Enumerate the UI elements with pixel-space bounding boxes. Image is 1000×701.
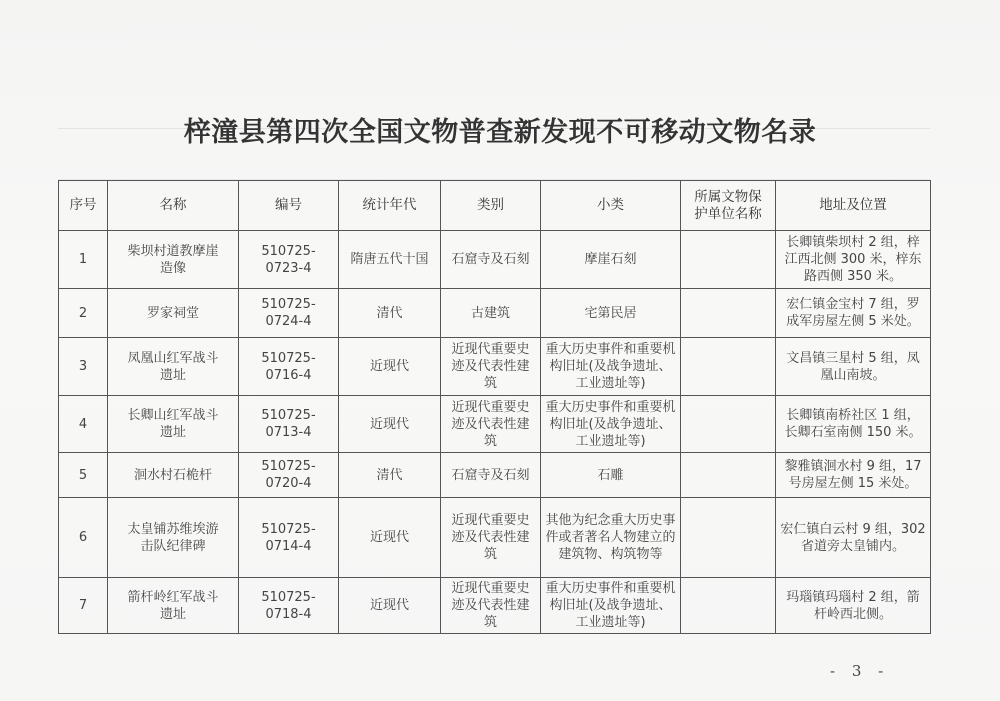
cell-code: 510725-0720-4 xyxy=(239,453,339,498)
cell-seq: 5 xyxy=(59,453,108,498)
cell-code: 510725-0723-4 xyxy=(239,231,339,289)
cell-name: 洄水村石桅杆 xyxy=(108,453,239,498)
table-row xyxy=(59,289,931,338)
cell-era: 清代 xyxy=(339,289,441,338)
cell-address: 长卿镇南桥社区 1 组，长卿石室南侧 150 米。 xyxy=(776,396,931,453)
cell-subcategory: 石雕 xyxy=(541,453,681,498)
header-category: 类别 xyxy=(441,181,541,231)
cell-name: 凤凰山红军战斗遗址 xyxy=(108,338,239,396)
cell-name: 罗家祠堂 xyxy=(108,289,239,338)
cell-seq: 7 xyxy=(59,578,108,634)
table-row xyxy=(59,498,931,578)
header-protection-unit: 所属文物保护单位名称 xyxy=(681,181,776,231)
table-row xyxy=(59,396,931,453)
cell-era: 清代 xyxy=(339,453,441,498)
cell-name: 长卿山红军战斗遗址 xyxy=(108,396,239,453)
cell-address: 玛瑙镇玛瑙村 2 组，箭杆岭西北侧。 xyxy=(776,578,931,634)
cell-seq: 6 xyxy=(59,498,108,578)
cell-era: 近现代 xyxy=(339,396,441,453)
cell-seq: 2 xyxy=(59,289,108,338)
header-era: 统计年代 xyxy=(339,181,441,231)
cell-protection-unit xyxy=(681,289,776,338)
cell-code: 510725-0724-4 xyxy=(239,289,339,338)
cell-category: 石窟寺及石刻 xyxy=(441,231,541,289)
cell-category: 近现代重要史迹及代表性建筑 xyxy=(441,396,541,453)
cell-seq: 1 xyxy=(59,231,108,289)
cell-address: 宏仁镇金宝村 7 组，罗成军房屋左侧 5 米处。 xyxy=(776,289,931,338)
table-row xyxy=(59,231,931,289)
cell-category: 近现代重要史迹及代表性建筑 xyxy=(441,338,541,396)
cell-address: 长卿镇柴坝村 2 组，梓江西北侧 300 米，梓东路西侧 350 米。 xyxy=(776,231,931,289)
cell-protection-unit xyxy=(681,396,776,453)
cell-protection-unit xyxy=(681,453,776,498)
page-number: - 3 - xyxy=(830,662,890,680)
cell-protection-unit xyxy=(681,578,776,634)
relics-table xyxy=(58,180,931,634)
cell-subcategory: 重大历史事件和重要机构旧址(及战争遗址、工业遗址等) xyxy=(541,578,681,634)
cell-subcategory: 摩崖石刻 xyxy=(541,231,681,289)
cell-name: 太皇铺苏维埃游击队纪律碑 xyxy=(108,498,239,578)
cell-seq: 3 xyxy=(59,338,108,396)
cell-code: 510725-0716-4 xyxy=(239,338,339,396)
table-row xyxy=(59,453,931,498)
cell-code: 510725-0713-4 xyxy=(239,396,339,453)
table-header-row xyxy=(59,181,931,231)
cell-protection-unit xyxy=(681,338,776,396)
cell-category: 近现代重要史迹及代表性建筑 xyxy=(441,498,541,578)
cell-protection-unit xyxy=(681,231,776,289)
cell-category: 近现代重要史迹及代表性建筑 xyxy=(441,578,541,634)
cell-era: 近现代 xyxy=(339,498,441,578)
header-address: 地址及位置 xyxy=(776,181,931,231)
cell-category: 石窟寺及石刻 xyxy=(441,453,541,498)
cell-name: 柴坝村道教摩崖造像 xyxy=(108,231,239,289)
cell-protection-unit xyxy=(681,498,776,578)
cell-address: 文昌镇三星村 5 组，凤凰山南坡。 xyxy=(776,338,931,396)
cell-era: 近现代 xyxy=(339,338,441,396)
cell-category: 古建筑 xyxy=(441,289,541,338)
cell-era: 近现代 xyxy=(339,578,441,634)
cell-name: 箭杆岭红军战斗遗址 xyxy=(108,578,239,634)
header-subcategory: 小类 xyxy=(541,181,681,231)
cell-subcategory: 其他为纪念重大历史事件或者著名人物建立的建筑物、构筑物等 xyxy=(541,498,681,578)
cell-seq: 4 xyxy=(59,396,108,453)
cell-address: 黎雅镇洄水村 9 组，17 号房屋左侧 15 米处。 xyxy=(776,453,931,498)
cell-address: 宏仁镇白云村 9 组，302 省道旁太皇铺内。 xyxy=(776,498,931,578)
cell-subcategory: 重大历史事件和重要机构旧址(及战争遗址、工业遗址等) xyxy=(541,338,681,396)
cell-subcategory: 重大历史事件和重要机构旧址(及战争遗址、工业遗址等) xyxy=(541,396,681,453)
header-name: 名称 xyxy=(108,181,239,231)
table-row xyxy=(59,338,931,396)
header-code: 编号 xyxy=(239,181,339,231)
cell-era: 隋唐五代十国 xyxy=(339,231,441,289)
header-seq: 序号 xyxy=(59,181,108,231)
cell-subcategory: 宅第民居 xyxy=(541,289,681,338)
table-row xyxy=(59,578,931,634)
cell-code: 510725-0718-4 xyxy=(239,578,339,634)
page-title: 梓潼县第四次全国文物普查新发现不可移动文物名录 xyxy=(183,117,817,148)
cell-code: 510725-0714-4 xyxy=(239,498,339,578)
